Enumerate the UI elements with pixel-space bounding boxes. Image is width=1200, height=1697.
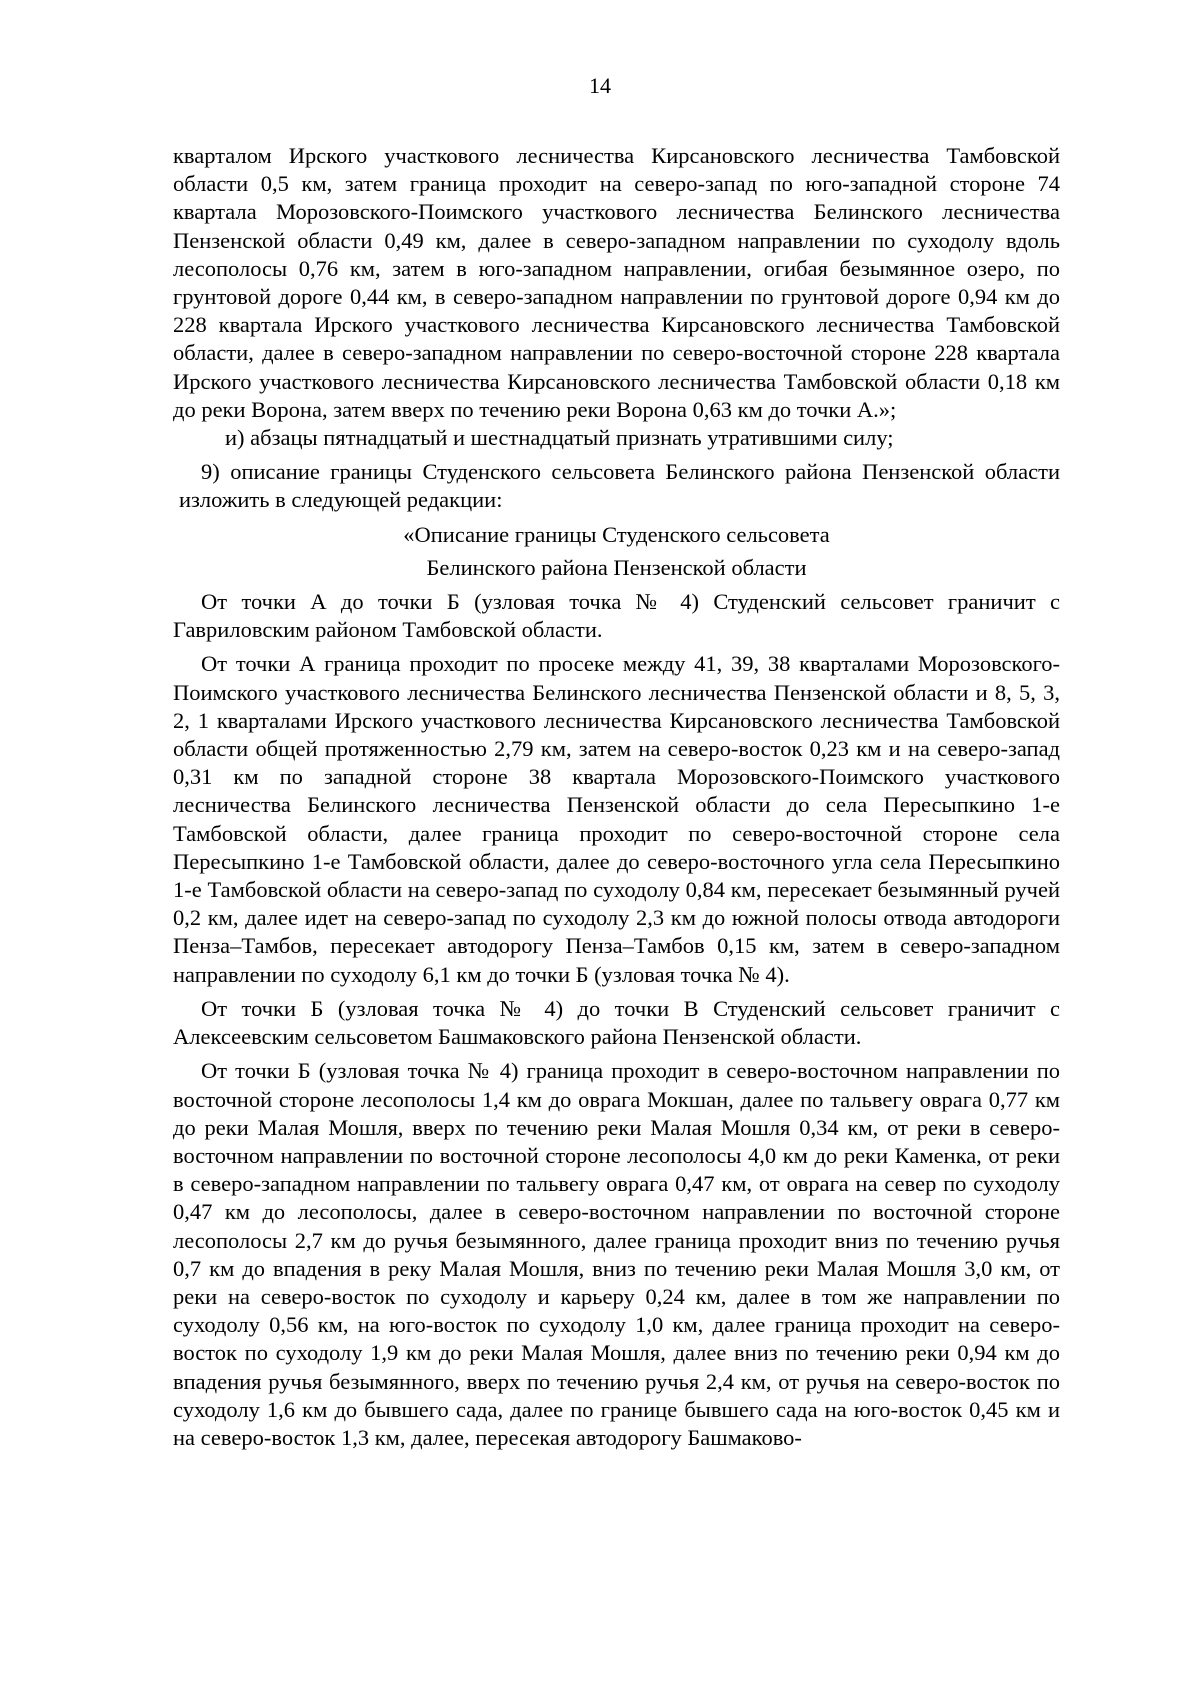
section-heading-line-1: «Описание границы Студенского сельсовета [403,521,830,547]
paragraph-a-to-b-summary: От точки А до точки Б (узловая точка № 4) Студенский сельсовет граничит с Гавриловским районом Тамбовской области. [173,589,1060,643]
paragraph-b-to-v-description: От точки Б (узловая точка № 4) граница проходит в северо-восточном направлении по восточной стороне лесополосы 1,4 км до оврага Мокшан, далее по тальвегу оврага 0,77 км до реки Малая Мошля, вверх по течению реки Малая Мошля 0,34 км, от реки в северо-восточном направлении по восточной стороне лесополосы 4,0 км до реки Каменка, от реки в северо-западном направлении по тальвегу оврага 0,47 км, от оврага на север по суходолу 0,47 км до лесополосы, далее в северо-восточном направлении по восточной стороне лесополосы 2,7 км до ручья безымянного, далее граница проходит вниз по течению ручья 0,7 км до впадения в реку Малая Мошля, вниз по течению реки Малая Мошля 3,0 км, от реки на северо-восток по суходолу и карьеру 0,24 км, далее в том же направлении по суходолу 0,56 км, на юго-восток по суходолу 1,0 км, далее граница проходит на северо-восток по суходолу 1,9 км до реки Малая Мошля, далее вниз по течению реки 0,94 км до впадения ручья безымянного, вверх по течению ручья 2,4 км, от ручья на северо-восток по суходолу 1,6 км до бывшего сада, далее по границе бывшего сада на юго-восток 0,45 км и на северо-восток 1,3 км, далее, пересекая автодорогу Башмаково- [173,1058,1060,1450]
paragraph-b-to-v-summary: От точки Б (узловая точка № 4) до точки В Студенский сельсовет граничит с Алексеевским сельсоветом Башмаковского района Пензенской области. [173,995,1060,1050]
document-body [173,142,1060,1452]
paragraph-item-9: 9) описание границы Студенского сельсовета Белинского района Пензенской области изложить в следующей редакции: [179,459,1060,513]
section-heading-line-2: Белинского района Пензенской области [426,554,807,580]
paragraph-a-to-b-description: От точки А граница проходит по просеке между 41, 39, 38 кварталами Морозовского-Поимского участкового лесничества Белинского лесничества Пензенской области и 8, 5, 3, 2, 1 кварталами Ирского участкового лесничества Кирсановского лесничества Тамбовской области общей протяженностью 2,79 км, затем на северо-восток 0,23 км и на северо-запад 0,31 км по западной стороне 38 квартала Морозовского-Поимского участкового лесничества Белинского лесничества Пензенской области до села Пересыпкино 1-е Тамбовской области, далее граница проходит по северо-восточной стороне села Пересыпкино 1-е Тамбовской области, далее до северо-восточного угла села Пересыпкино 1-е Тамбовской области на северо-запад по суходолу 0,84 км, пересекает безымянный ручей 0,2 км, далее идет на северо-запад по суходолу 2,3 км до южной полосы отвода автодороги Пенза–Тамбов, пересекает автодорогу Пенза–Тамбов 0,15 км, затем в северо-западном направлении по суходолу 6,1 км до точки Б (узловая точка № 4). [173,651,1060,987]
paragraph-subitem-i: и) абзацы пятнадцатый и шестнадцатый признать утратившими силу; [225,425,894,451]
page-number: 14 [589,73,611,98]
paragraph-continuation: кварталом Ирского участкового лесничества Кирсановского лесничества Тамбовской области 0,5 км, затем граница проходит на северо-запад по юго-западной стороне 74 квартала Морозовского-Поимского участкового лесничества Белинского лесничества Пензенской области 0,49 км, далее в северо-западном направлении по суходолу вдоль лесополосы 0,76 км, затем в юго-западном направлении, огибая безымянное озеро, по грунтовой дороге 0,44 км, в северо-западном направлении по грунтовой дороге 0,94 км до 228 квартала Ирского участкового лесничества Кирсановского лесничества Тамбовской области, далее в северо-западном направлении по северо-восточной стороне 228 квартала Ирского участкового лесничества Кирсановского лесничества Тамбовской области 0,18 км до реки Ворона, затем вверх по течению реки Ворона 0,63 км до точки А.»; [173,143,1060,422]
